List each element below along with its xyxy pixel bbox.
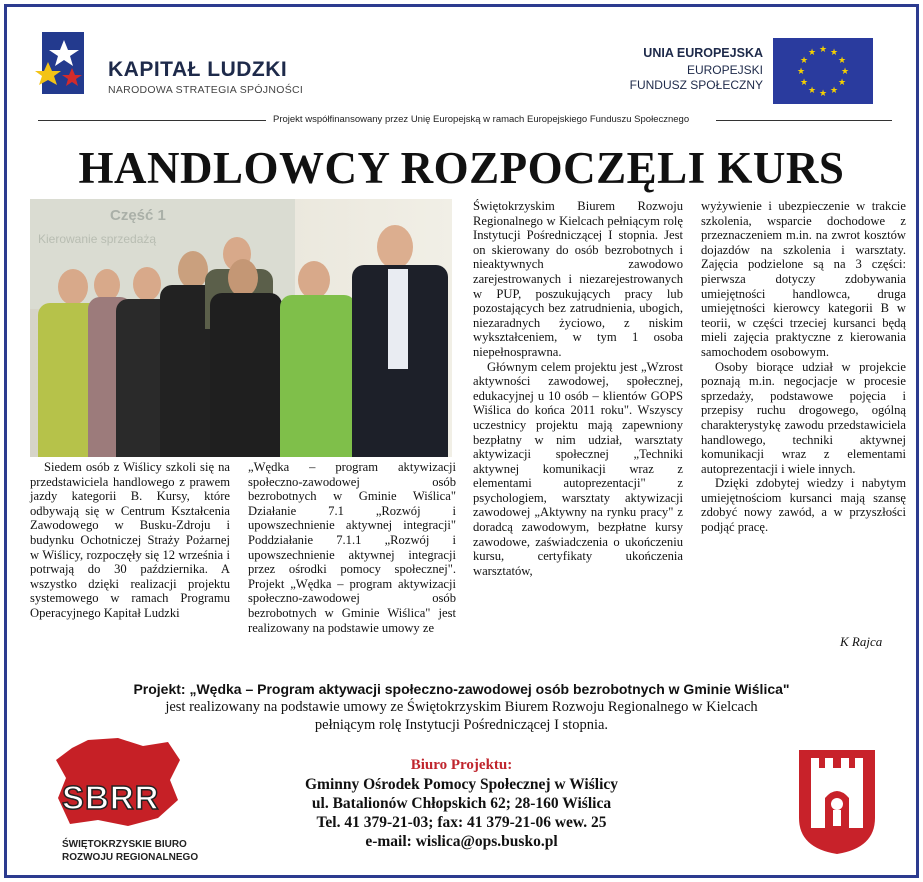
headline: HANDLOWCY ROZPOCZĘLI KURS xyxy=(78,143,845,193)
sbrr-name-line1: ŚWIĘTOKRZYSKIE BIURO xyxy=(62,839,187,850)
article-column-1 xyxy=(30,460,230,621)
svg-text:★: ★ xyxy=(818,45,828,55)
sbrr-logo-text: SBRR xyxy=(62,779,160,816)
office-phone: Tel. 41 379-21-03; fax: 41 379-21-06 wew. 25 xyxy=(316,814,607,831)
article-paragraph: Głównym celem projektu jest „Wzrost aktywności zawodowej, społecznej, edukacyjnej u 10 osób – klientów GOPS Wiślica do końca 2011 roku". Wszyscy uczestnicy projektu mają zapewniony bezpłatny w nim udział, warsztaty aktywizacji społecznej „Techniki aktywnej komunikacji wraz z elementami autoprezentacji" z psychologiem, warsztaty aktywizacji zawodowej „Aktywny na rynku pracy" z doradcą zawodowym, bezpłatne kursy zawodowe, zaświadczenia o ukończeniu kursu, certyfikaty ukończenia warsztatów, xyxy=(473,359,683,578)
article-column-3 xyxy=(473,199,683,578)
svg-text:★: ★ xyxy=(840,67,850,77)
svg-text:★: ★ xyxy=(837,78,847,88)
kapital-ludzki-logo xyxy=(34,32,90,96)
slide-subtitle: Kierowanie sprzedażą xyxy=(38,232,157,246)
project-note-line3: pełniącym rolę Instytucji Pośredniczącej I stopnia. xyxy=(314,717,609,733)
project-note-line1: Projekt: „Wędka – Program aktywacji społeczno-zawodowej osób bezrobotnych w Gminie Wiślica" xyxy=(133,681,790,697)
cofinance-bar xyxy=(38,112,892,128)
divider-line xyxy=(716,120,892,121)
svg-text:★: ★ xyxy=(807,48,817,58)
kapital-ludzki-subtitle: NARODOWA STRATEGIA SPÓJNOŚCI xyxy=(108,84,304,96)
article-paragraph: Siedem osób z Wiślicy szkoli się na przedstawiciela handlowego z prawem jazdy kategorii B. Kursy, które odbywają się w Centrum Kształcenia Zawodowego w Busku-Zdroju i budynku Ochotniczej Straży Pożarnej w Wiślicy, rozpoczęły się 12 września i potrwają do 30 października. A wszystko dzięki realizacji projektu systemowego w ramach Programu Operacyjnego Kapitał Ludzki xyxy=(30,460,230,620)
article-paragraph: Osoby biorące udział w projekcie poznają m.in. negocjacje w procesie sprzedaży, podstawowe pojęcia i przepisy ruchu drogowego, ogólną charakterystykę zawodu przedstawiciela handlowego, techniki aktywnej komunikacji wraz z elementami autoprezentacji i wiele innych. xyxy=(701,359,906,476)
office-address: ul. Batalionów Chłopskich 62; 28-160 Wiślica xyxy=(311,795,612,812)
svg-text:★: ★ xyxy=(799,56,809,66)
article-paragraph: Dzięki zdobytej wiedzy i nabytym umiejętnościom kursanci mają szansę zdobyć nowy zawód, a w przyszłości podjąć pracę. xyxy=(701,476,906,535)
office-email: e-mail: wislica@ops.busko.pl xyxy=(365,833,558,850)
svg-text:★: ★ xyxy=(799,78,809,88)
article-column-2 xyxy=(248,460,456,635)
cofinance-text: Projekt współfinansowany przez Unię Europejską w ramach Europejskiego Funduszu Społecznego xyxy=(273,114,690,125)
office-name: Gminny Ośrodek Pomocy Społecznej w Wiślicy xyxy=(304,776,619,793)
wislica-crest-icon xyxy=(797,748,877,856)
project-note-line2: jest realizowany na podstawie umowy ze Świętokrzyskim Biurem Rozwoju Regionalnego w Kielcach xyxy=(165,699,758,715)
group-photo xyxy=(30,199,452,457)
svg-text:★: ★ xyxy=(829,48,839,58)
article-paragraph: wyżywienie i ubezpieczenie w trakcie szkolenia, wsparcie dochodowe z przeznaczeniem m.in. na zwrot kosztów dojazdów na szkolenia i warsztaty. Zajęcia podzielone są na 3 części: pierwsza dotyczy zdobywania umiejętności handlowca, druga umiejętności kierowcy kategorii B w teorii, w części trzeciej kursanci będą mieli zajęcia praktyczne z kierowania samochodem osobowym. xyxy=(701,199,906,359)
svg-text:★: ★ xyxy=(818,89,828,99)
svg-text:★: ★ xyxy=(837,56,847,66)
sbrr-name-line2: ROZWOJU REGIONALNEGO xyxy=(62,852,199,863)
divider-line xyxy=(38,120,266,121)
kapital-ludzki-title: KAPITAŁ LUDZKI xyxy=(108,58,288,81)
svg-text:★: ★ xyxy=(807,86,817,96)
eu-fund-line1: EUROPEJSKI xyxy=(686,63,763,77)
article-paragraph: „Wędka – program aktywizacji społeczno-zawodowej osób bezrobotnych w Gminie Wiślica" Działanie 7.1 „Rozwój i upowszechnienie aktywnej integracji" Poddziałanie 7.1.1 „Rozwój i upowszechnienie aktywnej integracji przez ośrodki pomocy społecznej". Projekt „Wędka – program aktywizacji społeczno-zawodowej osób bezrobotnych w Gminie Wiślica" jest realizowany na podstawie umowy ze xyxy=(248,460,456,635)
office-title: Biuro Projektu: xyxy=(410,757,513,773)
eu-fund-line2: FUNDUSZ SPOŁECZNY xyxy=(629,78,763,92)
article-column-4 xyxy=(701,199,906,535)
eu-title: UNIA EUROPEJSKA xyxy=(643,46,763,60)
svg-text:★: ★ xyxy=(796,67,806,77)
svg-text:★: ★ xyxy=(829,86,839,96)
article-paragraph: Świętokrzyskim Biurem Rozwoju Regionalnego w Kielcach pełniącym rolę Instytucji Pośredniczącej I stopnia. Jest on skierowany do osób bezrobotnych i nieaktywnych zawodowo zarejestrowanych i niezarejestrowanych w PUP, poszukujących pracy lub pozostających bez zatrudnienia, ubogich, niezaradnych życiowo, z niskim wykształceniem, w tym 1 osoba niepełnosprawna. xyxy=(473,199,683,359)
author: K Rajca xyxy=(840,634,883,649)
slide-title: Część 1 xyxy=(110,207,166,224)
eu-flag-icon xyxy=(773,38,873,104)
